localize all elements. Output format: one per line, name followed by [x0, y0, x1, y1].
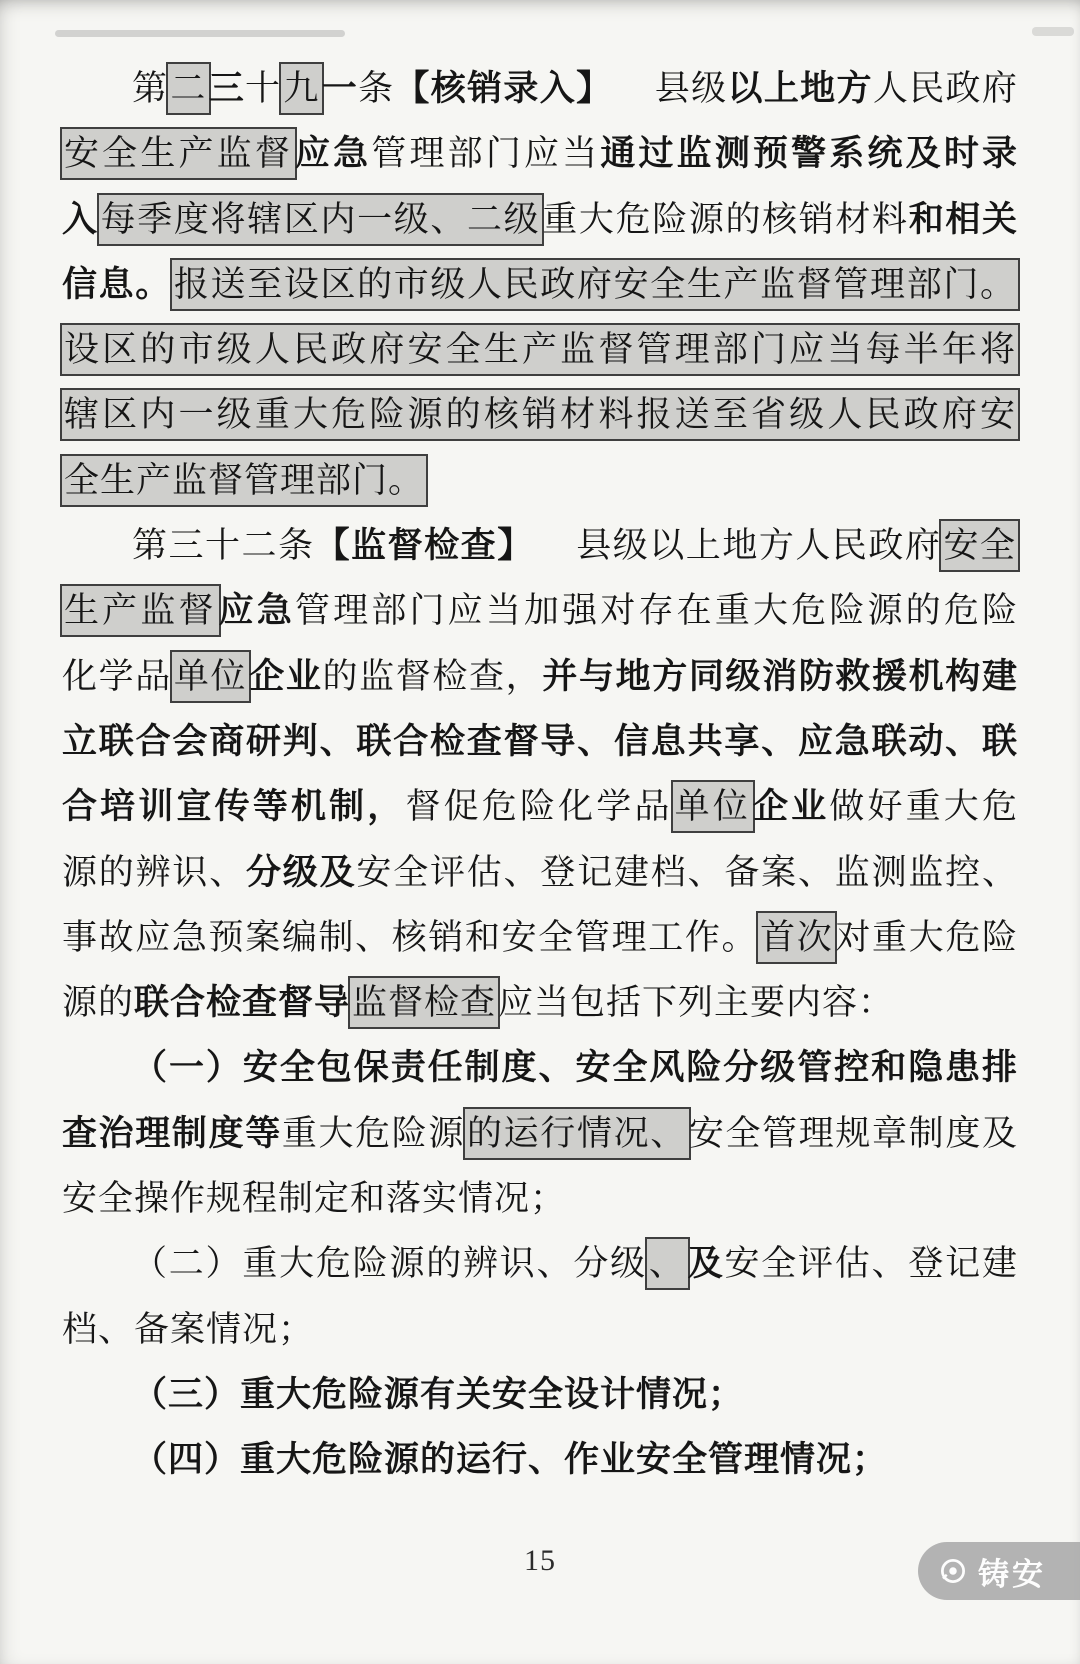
- revision-inserted-text: 信息。: [62, 264, 172, 304]
- revision-inserted-text: 并与地方同级消防救援机构建: [542, 656, 1018, 696]
- watermark-text: 铸安: [978, 1556, 1046, 1592]
- body-text: 重大危险源: [281, 1113, 466, 1153]
- body-text: 十: [245, 69, 282, 108]
- revision-deleted-text: 单位: [172, 652, 249, 701]
- revision-deleted-text: 安全生产监督: [62, 129, 295, 178]
- revision-inserted-text: 和相关: [908, 199, 1018, 239]
- document-line: [62, 1231, 1018, 1296]
- revision-inserted-text: 企业: [752, 787, 830, 827]
- body-text: 督促危险化学品: [405, 787, 673, 827]
- scan-artifact: [1032, 27, 1074, 36]
- revision-inserted-text: 分级及: [246, 852, 357, 892]
- revision-inserted-text: （三）重大危险源有关安全设计情况；: [132, 1374, 745, 1414]
- document-line: [62, 1101, 1018, 1166]
- revision-deleted-text: 的运行情况、: [465, 1109, 689, 1158]
- document-line: [62, 1035, 1018, 1100]
- document-line: [62, 905, 1018, 970]
- revision-deleted-text: 、: [647, 1239, 688, 1288]
- revision-inserted-text: 一: [321, 69, 359, 108]
- body-text: 的监督检查，: [322, 656, 543, 696]
- body-text: 安全操作规程制定和落实情况；: [62, 1179, 567, 1219]
- body-text: 事故应急预案编制、核销和安全管理工作。: [62, 917, 759, 957]
- document-line: [62, 709, 1018, 774]
- revision-inserted-text: 及: [687, 1244, 725, 1284]
- body-text: 对重大危险: [835, 917, 1018, 957]
- document-line: [62, 448, 1018, 513]
- document-line: [62, 1362, 1018, 1427]
- document-line: [62, 382, 1018, 447]
- document-line: [62, 56, 1018, 121]
- body-text: 应当包括下列主要内容：: [498, 983, 895, 1023]
- revision-inserted-text: 【核销录入】: [394, 69, 613, 108]
- body-text: 化学品: [62, 656, 172, 696]
- document-line: [62, 774, 1018, 839]
- document-line: [62, 840, 1018, 905]
- revision-deleted-text: 单位: [673, 782, 753, 831]
- document-line: [62, 1297, 1018, 1362]
- body-text: 安全管理规章制度及: [688, 1113, 1018, 1153]
- body-text: 安全评估、登记建档、备案、监测监控、: [356, 852, 1018, 892]
- body-text: 管理部门应当加强对存在重大危险源的危险: [295, 591, 1018, 631]
- concentric-circle-logo-icon: [938, 1556, 968, 1586]
- revision-deleted-text: 每季度将辖区内一级、二级: [99, 195, 543, 244]
- document-line: [62, 187, 1018, 252]
- revision-deleted-text: 全生产监督管理部门。: [62, 456, 426, 505]
- body-text: 第: [132, 69, 169, 108]
- body-text: 第三十二条: [132, 526, 315, 566]
- revision-deleted-text: 报送至设区的市级人民政府安全生产监督管理部门。: [172, 260, 1018, 309]
- revision-deleted-text: 九: [281, 64, 321, 113]
- document-line: [62, 513, 1018, 578]
- revision-inserted-text: 应急: [218, 591, 296, 631]
- revision-inserted-text: 企业: [249, 656, 323, 696]
- body-text: 县级: [654, 69, 728, 108]
- revision-inserted-text: 联合检查督导: [134, 983, 351, 1023]
- body-text: 安全评估、登记建: [724, 1244, 1018, 1284]
- zhuan-watermark: [918, 1542, 1080, 1600]
- body-text: 源的: [62, 983, 135, 1023]
- revision-inserted-text: 查治理制度等: [62, 1113, 282, 1153]
- scan-artifact: [55, 30, 345, 37]
- revision-deleted-text: 安全: [941, 521, 1018, 570]
- document-lines: [62, 56, 1018, 1493]
- revision-deleted-text: 二: [168, 64, 208, 113]
- document-line: [62, 1427, 1018, 1492]
- body-text: 源的辨识、: [62, 852, 246, 892]
- document-line: [62, 121, 1018, 186]
- document-line: [62, 970, 1018, 1035]
- revision-deleted-text: 监督检查: [350, 978, 498, 1027]
- document-line: [62, 252, 1018, 317]
- document-line: [62, 578, 1018, 643]
- revision-inserted-text: 以上地方: [727, 69, 873, 108]
- body-text: 做好重大危: [829, 787, 1018, 827]
- revision-inserted-text: 入: [62, 199, 99, 239]
- revision-inserted-text: 合培训宣传等机制，: [62, 787, 406, 827]
- body-text: 重大危险源的核销材料: [542, 199, 909, 239]
- body-text: 人民政府: [872, 69, 1018, 108]
- page-number: 15: [524, 1544, 556, 1577]
- revision-deleted-text: 生产监督: [62, 586, 219, 635]
- document-line: [62, 644, 1018, 709]
- body-text: 条: [358, 69, 395, 108]
- revision-deleted-text: 首次: [758, 913, 835, 962]
- revision-inserted-text: 立联合会商研判、联合检查督导、信息共享、应急联动、联: [62, 721, 1018, 761]
- revision-inserted-text: （四）重大危险源的运行、作业安全管理情况；: [132, 1440, 889, 1480]
- revision-inserted-text: 【监督检查】: [314, 526, 534, 566]
- body-text: 档、备案情况；: [62, 1309, 315, 1349]
- revision-deleted-text: 设区的市级人民政府安全生产监督管理部门应当每半年将: [62, 325, 1018, 374]
- revision-deleted-text: 辖区内一级重大危险源的核销材料报送至省级人民政府安: [62, 390, 1018, 439]
- revision-inserted-text: 通过监测预警系统及时录: [600, 134, 1018, 174]
- document-line: [62, 317, 1018, 382]
- revision-inserted-text: 应急: [295, 134, 372, 174]
- body-text: 管理部门应当: [371, 134, 601, 174]
- body-text: 县级以上地方人民政府: [575, 526, 942, 566]
- revision-inserted-text: （一）安全包保责任制度、安全风险分级管控和隐患排: [132, 1048, 1018, 1088]
- revision-inserted-text: 三: [208, 69, 246, 108]
- document-line: [62, 1166, 1018, 1231]
- body-text: （二）重大危险源的辨识、分级: [132, 1244, 647, 1284]
